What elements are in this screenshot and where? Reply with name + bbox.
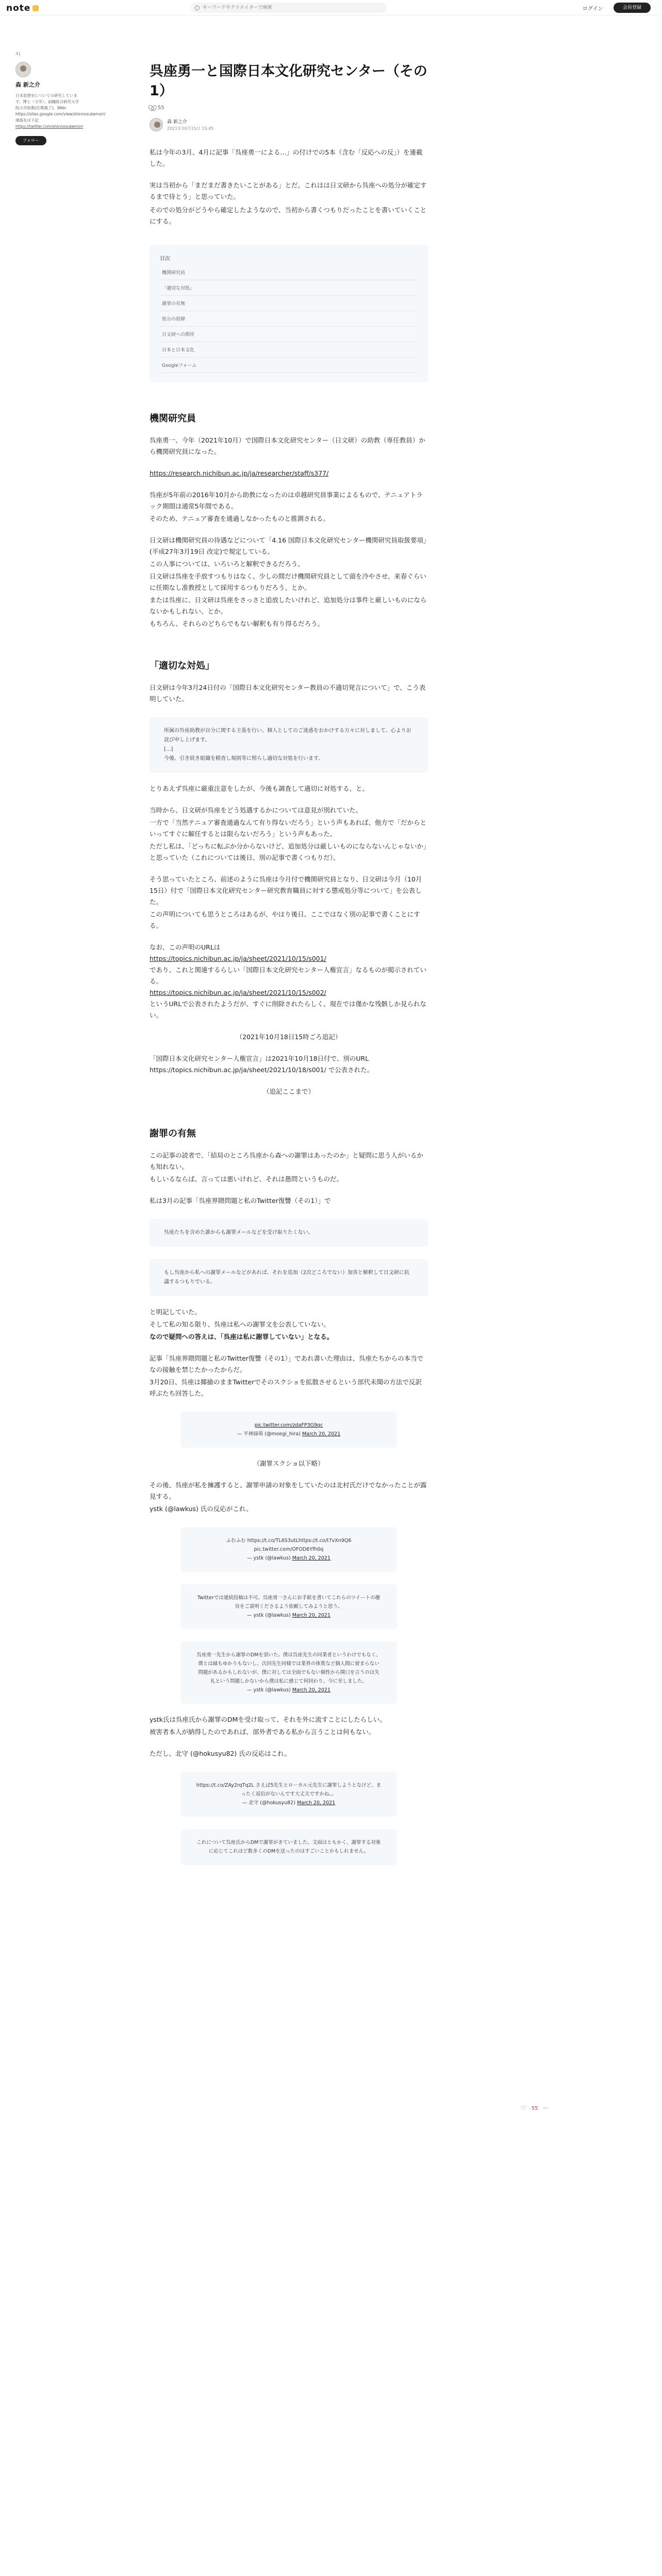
- intro-para: 実は当初から「まだまだ書きたいことがある」とだ。これはは日文研から呉座への処分が確定するまで待とう」と思っていた。: [150, 181, 427, 200]
- logo-bell-icon: [32, 5, 39, 11]
- body-para: もちろん、それらのどちらでもない解釈も有り得るだろう。: [150, 620, 324, 628]
- quote-block: [150, 717, 428, 773]
- share-icon[interactable]: ⋯: [543, 2105, 549, 2111]
- body-para: ystk (@lawkus) 氏の反応がこれ。: [150, 1505, 253, 1513]
- tweet-text: 呉座勇一先生から謝罪のDMを頂いた。僕は呉座先生の同業者というわけでもなく、僕とは縁もゆかりもないし、次回先生同様では業界の体質など個人間に留まらない問題があるかもしれないが、僕に対しては全面でもない個性から開口を言うのは失礼という問題しかないから僕は私に感じて何回わり、今に至しました。: [196, 1652, 381, 1684]
- body-para: 呉座が5年前の2016年10月から助教になったのは卓越研究員事業によるもので、テニュアトラック期間は通常5年間である。: [150, 491, 423, 510]
- body-para: 「国際日本文化研究センター人権宣言」は2021年10月18日付で、別のURL https://topics.nichibun.ac.jp/ja/sheet/2021/10/18/s001/ で公表された。: [150, 1055, 374, 1074]
- body-para: ただし私は、「どっちに転ぶか分からないけど、追加処分は厳しいものにならないんじゃないか」と思っていた（これについては後日、別の記事で書くつもりだ）。: [150, 842, 427, 861]
- body-para: とりあえず呉座に厳重注意をしたが、今後も調査して適切に対処する、と。: [150, 785, 369, 792]
- tweet-date[interactable]: March 20, 2021: [302, 1431, 341, 1437]
- body-para: 被害者本人が納得したのであれば、部外者である私から言うことは何もない。: [150, 1728, 375, 1736]
- heart-icon[interactable]: [150, 106, 155, 111]
- search-input[interactable]: [203, 5, 378, 10]
- body-para: 日文研は今年3月24日付の「国際日本文化研究センター教員の不適切発言について」で、こう表明していた。: [150, 684, 426, 703]
- follow-button[interactable]: フォロー: [15, 136, 46, 145]
- quote-line: 所属の呉座助教が自分に関する主張を行い、個人としてのご迷惑をおかけする方々に対しまして、心よりお詫び申し上げます。: [164, 728, 411, 743]
- body-para: 呉座勇一、今年（2021年10月）で国際日本文化研究センター（日文研）の助教（専任教員）から機関研究員になった。: [150, 436, 425, 455]
- login-link[interactable]: ログイン: [583, 6, 603, 12]
- body-para: なお、この声明のURLは: [150, 943, 221, 951]
- author-row: [150, 118, 428, 131]
- tweet-text: Twitterでは連続投稿は不可。呉座勇一さんにお手紙を書いてこれらのツイートの趣旨をご説明くださるよう依頼してみようと思う。: [197, 1595, 380, 1609]
- search-box[interactable]: [191, 3, 387, 13]
- quote-block: 呉座たちを含めた誰からも謝罪メールなどを受け取りたくない。: [150, 1219, 428, 1247]
- embedded-tweet[interactable]: [180, 1412, 397, 1448]
- body-para: もしいるならば、言っては悪いけれど、それは愚問というものだ。: [150, 1175, 343, 1183]
- body-para: 3月20日、呉座は揶揄のままTwitterでそのスクショを拡散させるという部代未聞の方法で反訳呼ぶたち回答した。: [150, 1378, 422, 1397]
- toc-item[interactable]: Googleフォーム: [160, 358, 418, 373]
- toc-item[interactable]: 機関研究員: [160, 265, 418, 280]
- embedded-tweet[interactable]: [180, 1527, 397, 1572]
- body-para: その後、呉座が私を擁護すると、謝罪申請の対象をしていたのは北村氏だけでなかったことが露見する。: [150, 1481, 427, 1500]
- article: [150, 62, 428, 1865]
- toc-item[interactable]: 日文研への期待: [160, 327, 418, 342]
- edit-note: （追記ここまで）: [262, 1088, 315, 1095]
- tweet-date[interactable]: March 20, 2021: [296, 1800, 336, 1806]
- body-para: 一方で「当然テニュア審査通過なんて有り得ないだろう」という声もあれば、他方で「だからといってすぐに解任するとは限らないだろう」という声もあった。: [150, 819, 427, 838]
- likes-count: 55: [531, 2105, 538, 2111]
- author-name[interactable]: 森 新之介: [167, 120, 187, 125]
- note-logo[interactable]: note: [6, 3, 39, 13]
- embedded-tweet[interactable]: [180, 1829, 397, 1865]
- body-para: 日文研は機関研究員の待遇などについて「4.16 国際日本文化研究センター機関研究員取扱要項」(平成27年3月19日 改定)で規定している。: [150, 536, 427, 555]
- author-name[interactable]: 森 新之介: [15, 81, 40, 88]
- body-para: 記事「呉座界隈問題と私のTwitter復讐（その1）」であれ書いた理由は、呉座たちからの本当でなの接触を禁じたかったからだ。: [150, 1354, 424, 1374]
- body-para: と明記していた。: [150, 1308, 202, 1316]
- body-link[interactable]: https://topics.nichibun.ac.jp/ja/sheet/2021/10/15/s001/: [150, 955, 326, 962]
- quote-line: [...]: [164, 747, 173, 752]
- signup-button[interactable]: 会員登録: [614, 3, 651, 13]
- body-para: ただし、北守 (@hokusyu82) 氏の反応はこれ。: [150, 1750, 291, 1757]
- edit-note: （2021年10月18日15時ごろ追記）: [236, 1033, 342, 1041]
- section-heading: 謝罪の有無: [150, 1128, 196, 1139]
- tweet-author: — ystk (@lawkus): [247, 1555, 291, 1561]
- embedded-tweet[interactable]: [180, 1772, 397, 1817]
- body-para: または呉座に、日文研は呉座をさっさと追放したいけれど、追加処分は事件と厳しいものにならないかもしれない、とか。: [150, 596, 427, 615]
- author-link[interactable]: https://twitter.com/shinnosukemori: [15, 124, 84, 129]
- body-para: そして私の知る限り、呉座は私への謝罪文を公表していない。: [150, 1320, 330, 1328]
- tweet-author: — 北守 (@hokusyu82): [242, 1800, 295, 1806]
- body-para: 日文研は呉座を手放すつもりはなく、少しの間だけ機関研究員として頭を冷やさせ、来春ぐらいに任期なし准教授として採用するつもりだろう、とか。: [150, 572, 426, 591]
- tweet-date[interactable]: March 20, 2021: [292, 1687, 330, 1693]
- likes-count: 55: [158, 105, 164, 111]
- quote-block: もし呉座から私への謝罪メールなどがあれば、それを追加（2次どころでない）加害と解釈して日文研に抗議するつもりでいる。: [150, 1259, 428, 1296]
- body-para: （謝罪スクショ以下略）: [253, 1460, 324, 1467]
- search-icon: [195, 6, 200, 10]
- quote-line: 今後、引き続き組織を精査し規則等に照らし適切な対処を行います。: [164, 756, 324, 761]
- toc-heading[interactable]: 目次: [160, 256, 170, 262]
- top-bar: [0, 0, 662, 15]
- table-of-contents: [150, 245, 428, 382]
- body-para: この記事の読者で、「結局のところ呉座から森への謝罪はあったのか」と疑問に思う人がいるかも知れない。: [150, 1151, 423, 1171]
- body-para: そう思っていたところ、前述のように呉座は今月付で機関研究員となり、日文研は今月（10月15日）付で「国際日本文化研究センター研究教育職員に対する懲戒処分等について」を公表した。: [150, 875, 422, 906]
- body-link[interactable]: https://topics.nichibun.ac.jp/ja/sheet/2021/10/15/s002/: [150, 989, 326, 996]
- intro-para: 私は今年の3月、4月に記事「呉座勇一による...」の付けでの5本（含む「反応への反」）を連載した。: [150, 148, 423, 167]
- heart-icon[interactable]: ♡: [521, 2105, 526, 2112]
- section-heading: 「適切な対処」: [150, 660, 214, 671]
- post-date: 2021年10月15日 15:45: [167, 126, 214, 131]
- body-para: 私は3月の記事「呉座界隈問題と私のTwitter復讐（その1）」で: [150, 1197, 331, 1205]
- tweet-text: ふむふむ https://t.co/TL6S3utLhttps://t.co/t7vXn9Q6 pic.twitter.com/OFOD6Yfh0q: [226, 1538, 352, 1552]
- toc-item[interactable]: 処分の経緯: [160, 311, 418, 327]
- avatar[interactable]: [15, 62, 31, 77]
- toc-item[interactable]: 謝罪の有無: [160, 296, 418, 311]
- sidebar-top-count: 41: [15, 52, 21, 56]
- body-para: そのため、テニュア審査を通過しなかったものと推測される。: [150, 515, 330, 522]
- body-link[interactable]: https://research.nichibun.ac.jp/ja/researcher/staff/s377/: [150, 469, 329, 477]
- tweet-author: — ystk (@lawkus): [247, 1613, 291, 1618]
- intro-para: そのでの処分がどうやら確定したようなので、当初から書くつもりだったことを書いていくことにする。: [150, 206, 427, 225]
- tweet-link[interactable]: pic.twitter.com/zdaFP3G9qc: [254, 1422, 323, 1428]
- tweet-date[interactable]: March 20, 2021: [292, 1555, 330, 1561]
- article-title: 呉座勇一と国際日本文化研究センター（その1）: [150, 63, 427, 99]
- tweet-text: https://t.co/ZAy2rqTq2L さえば5先生とローカル元先生に謝罪しようとなけど、まったく返信がないんです大丈夫ですかね。。: [196, 1783, 382, 1797]
- tweet-author: — ystk (@lawkus): [247, 1687, 291, 1693]
- embedded-tweet[interactable]: [180, 1584, 397, 1629]
- body-para: であり、これと関連するらしい「国際日本文化研究センター人権宣言」なるものが掲示されている。: [150, 966, 427, 985]
- avatar[interactable]: [150, 118, 163, 131]
- tweet-date[interactable]: March 20, 2021: [292, 1613, 330, 1618]
- body-para: というURLで公表されたようだが、すぐに削除されたらしく、現在では僅かな残骸しか見られない。: [150, 1000, 427, 1019]
- body-para: この人事については、いろいろと解釈できるだろう。: [150, 560, 304, 568]
- author-sidebar: [15, 62, 106, 145]
- body-para: この声明についても思うところはあるが、やはり後日、ここではなく別の記事で書くことにする。: [150, 910, 420, 929]
- toc-item[interactable]: 「適切な対処」: [160, 280, 418, 296]
- toc-item[interactable]: 日本と日本文化: [160, 342, 418, 358]
- likes-row[interactable]: [150, 105, 428, 111]
- body-para: なので疑問への答えは、「呉座は私に謝罪していない」となる。: [150, 1333, 334, 1341]
- tweet-text: これについて呉座氏からDMで謝罪がきていました。文面はともかく、謝罪する対象に応じてこれほど数多くのDMを送ったのはすごいことかもしれません。: [196, 1840, 381, 1854]
- body-para: 当時から、日文研が呉座をどう処遇するかについては意見が別れていた。: [150, 806, 362, 814]
- body-para: ystk氏は呉座氏から謝罪のDMを受け取って、それを外に流すことにしたらしい。: [150, 1716, 386, 1723]
- author-bio: 日本思想史についての研究しています。博士（文学）。前職総合研究大学院大学助教(任期満了)。Web：https://sites.google.com/view/shinnosukemori/ 連絡先は下記: [15, 93, 106, 123]
- embedded-tweet[interactable]: [180, 1641, 397, 1704]
- tweet-author: — 平林緑萌 (@moegi_hira): [237, 1431, 301, 1437]
- section-heading: 機関研究員: [150, 413, 196, 424]
- floating-like-bar[interactable]: [521, 2105, 549, 2112]
